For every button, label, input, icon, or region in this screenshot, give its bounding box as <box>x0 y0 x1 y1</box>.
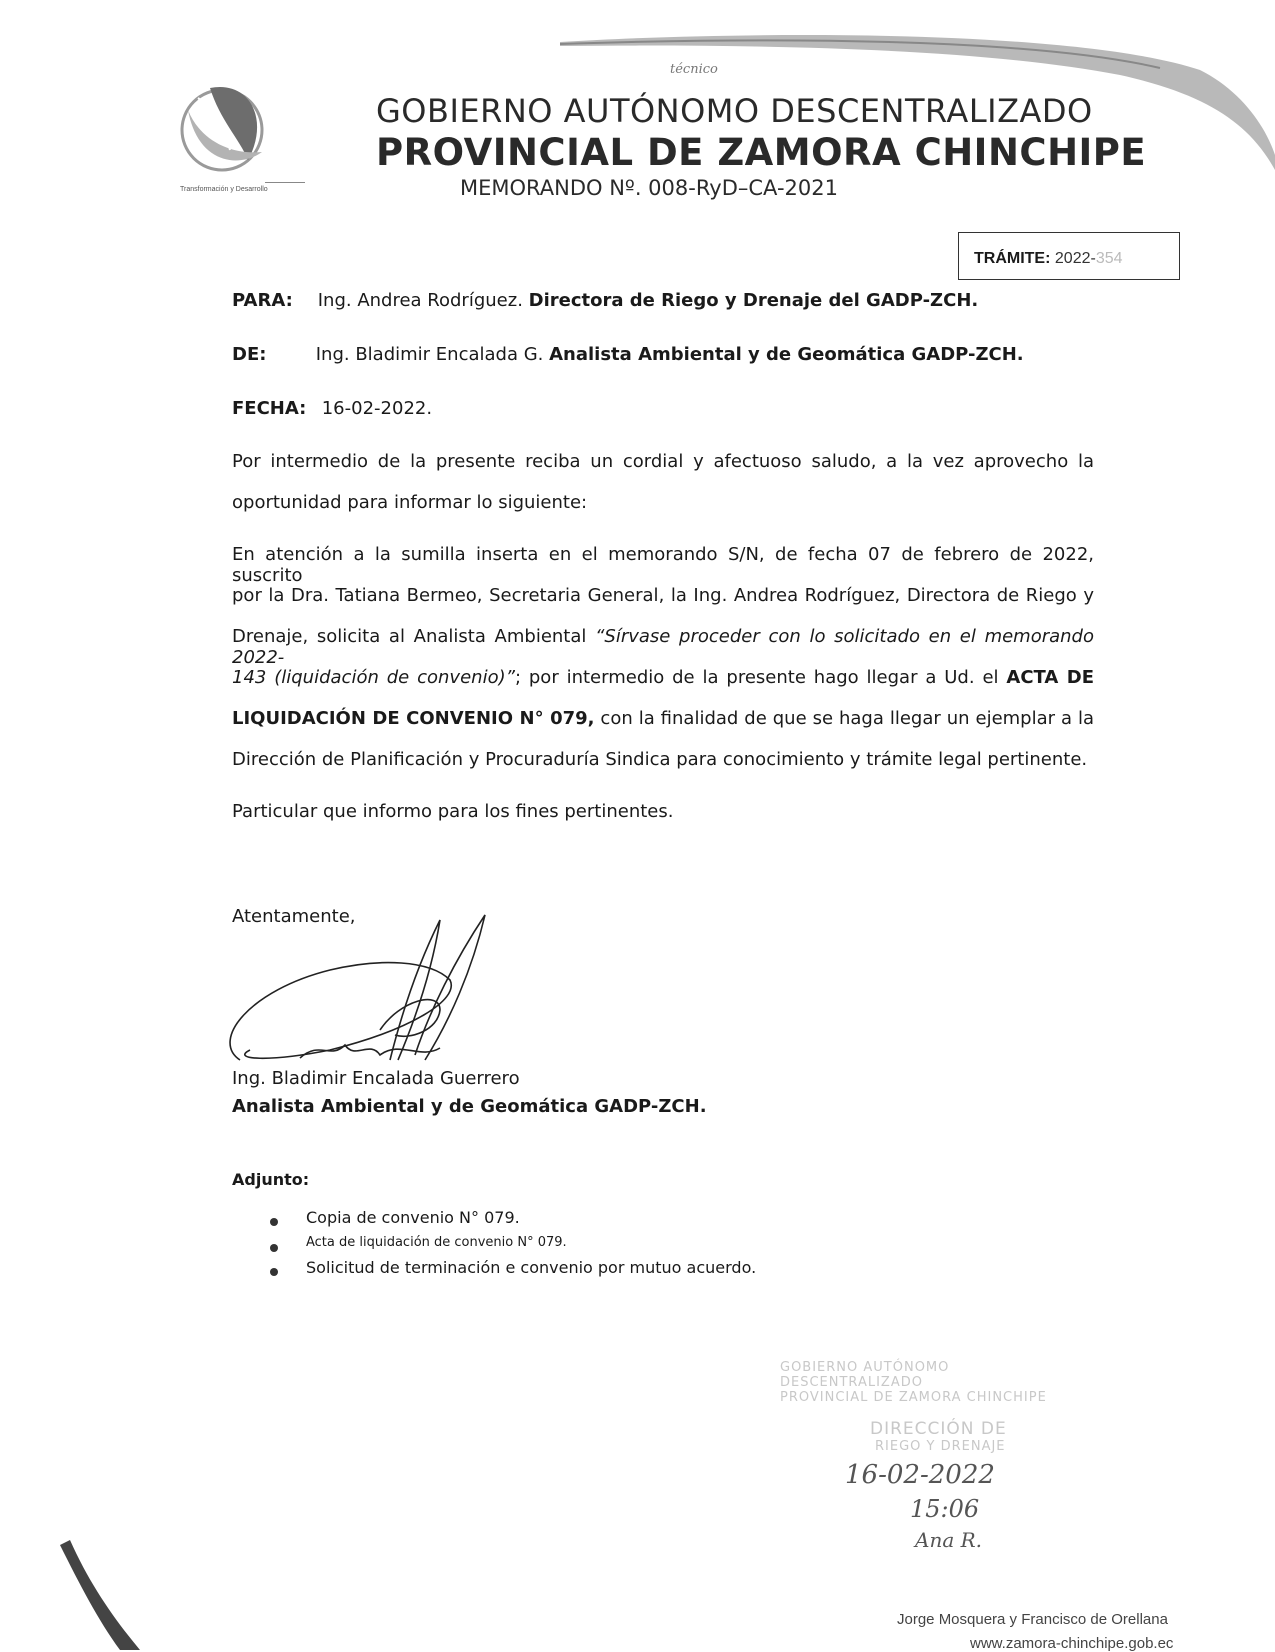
body-paragraph-2-line-6: Dirección de Planificación y Procuraduría Sindica para conocimiento y trámite legal pertinente. <box>232 749 1088 770</box>
stamp-handwritten-initials: Ana R. <box>915 1528 983 1552</box>
bullet-icon <box>270 1244 278 1252</box>
bullet-icon <box>270 1218 278 1226</box>
stamp-handwritten-time: 15:06 <box>910 1495 980 1523</box>
organization-name-line1: GOBIERNO AUTÓNOMO DESCENTRALIZADO <box>376 92 1093 130</box>
tramite-value-faded: 354 <box>1095 250 1123 267</box>
logo-caption: Transformación y Desarrollo <box>180 186 268 193</box>
de-title: Analista Ambiental y de Geomática GADP-ZCH. <box>549 344 1024 365</box>
attachment-item: Solicitud de terminación e convenio por mutuo acuerdo. <box>306 1258 757 1277</box>
closing-salutation: Atentamente, <box>232 906 356 927</box>
body-paragraph-3: Particular que informo para los fines pertinentes. <box>232 801 674 822</box>
tramite-field <box>974 250 1123 268</box>
attachment-item: Acta de liquidación de convenio N° 079. <box>306 1235 567 1250</box>
organization-name-line2: PROVINCIAL DE ZAMORA CHINCHIPE <box>376 131 1147 174</box>
footer-swoosh-decoration <box>60 1540 150 1650</box>
body-text: Drenaje, solicita al Analista Ambiental <box>232 626 596 647</box>
stamp-line: RIEGO Y DRENAJE <box>875 1439 1006 1454</box>
de-name: Ing. Bladimir Encalada G. <box>315 344 544 365</box>
body-text: ; por intermedio de la presente hago llegar a Ud. el <box>514 667 1007 688</box>
memo-number: MEMORANDO Nº. 008-RyD–CA-2021 <box>460 176 838 200</box>
de-label: DE: <box>232 344 267 365</box>
body-paragraph-2-line-5 <box>232 708 1094 729</box>
body-paragraph-2-line-4 <box>232 667 1094 688</box>
body-paragraph-1-line-1: Por intermedio de la presente reciba un cordial y afectuoso saludo, a la vez aprovecho la <box>232 451 1094 472</box>
tramite-value: 2022- <box>1054 250 1096 267</box>
acta-reference: ACTA DE <box>1006 667 1094 688</box>
reception-stamp <box>780 1360 1060 1454</box>
acta-reference-cont: LIQUIDACIÓN DE CONVENIO N° 079, <box>232 708 595 729</box>
body-paragraph-2-line-2: por la Dra. Tatiana Bermeo, Secretaria General, la Ing. Andrea Rodríguez, Directora de Riego y <box>232 585 1094 606</box>
fecha-value: 16-02-2022. <box>321 398 433 419</box>
signer-name: Ing. Bladimir Encalada Guerrero <box>232 1068 520 1089</box>
de-row <box>232 344 1024 365</box>
handwritten-signature <box>210 910 530 1070</box>
stamp-line: PROVINCIAL DE ZAMORA CHINCHIPE <box>780 1390 1047 1405</box>
attachments-heading: Adjunto: <box>232 1170 310 1189</box>
quoted-instruction-end: 143 (liquidación de convenio)” <box>232 667 515 688</box>
signer-title: Analista Ambiental y de Geomática GADP-ZCH. <box>232 1096 707 1117</box>
body-text: con la finalidad de que se haga llegar un ejemplar a la <box>594 708 1094 729</box>
footer-website: www.zamora-chinchipe.gob.ec <box>970 1635 1174 1652</box>
footer-address: Jorge Mosquera y Francisco de Orellana <box>897 1611 1168 1628</box>
fecha-label: FECHA: <box>232 398 307 419</box>
fecha-row <box>232 398 432 419</box>
quoted-instruction: “Sírvase proceder con lo solicitado en el memorando 2022- <box>232 626 1095 668</box>
para-name: Ing. Andrea Rodríguez. <box>317 290 523 311</box>
logo-caption-line <box>265 182 305 183</box>
para-row <box>232 290 978 311</box>
body-paragraph-2-line-1: En atención a la sumilla inserta en el memorando S/N, de fecha 07 de febrero de 2022, suscrito <box>232 544 1094 586</box>
provincial-logo <box>170 70 280 182</box>
body-paragraph-2-line-3 <box>232 626 1094 668</box>
stamp-line: DIRECCIÓN DE <box>870 1419 1007 1439</box>
attachment-item: Copia de convenio N° 079. <box>306 1208 520 1227</box>
para-label: PARA: <box>232 290 293 311</box>
handwritten-note: técnico <box>670 62 718 77</box>
para-title: Directora de Riego y Drenaje del GADP-ZCH. <box>528 290 979 311</box>
bullet-icon <box>270 1268 278 1276</box>
body-paragraph-1-line-2: oportunidad para informar lo siguiente: <box>232 492 588 513</box>
stamp-line: GOBIERNO AUTÓNOMO DESCENTRALIZADO <box>780 1360 950 1390</box>
tramite-label: TRÁMITE: <box>974 250 1051 267</box>
stamp-handwritten-date: 16-02-2022 <box>845 1460 995 1490</box>
